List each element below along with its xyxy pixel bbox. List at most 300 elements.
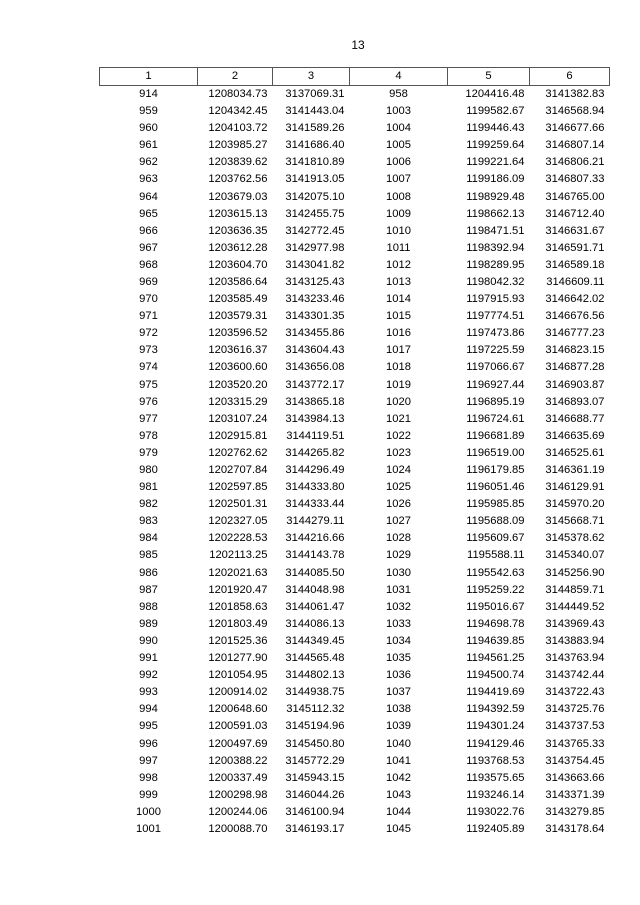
table-cell: 3143742.44	[545, 669, 605, 682]
table-row	[100, 753, 610, 770]
table-cell: 1199259.64	[466, 139, 525, 152]
table-row	[100, 394, 610, 411]
table-cell: 3144279.11	[286, 515, 345, 528]
table-cell: 3146712.40	[545, 207, 605, 220]
table-row	[100, 479, 610, 496]
table-cell: 3144048.98	[285, 583, 345, 596]
table-cell: 1193768.53	[466, 754, 525, 767]
table-cell: 1208034.73	[208, 87, 268, 100]
table-cell: 1200337.49	[208, 771, 268, 784]
table-cell: 3143233.46	[285, 293, 345, 306]
table-cell: 3143656.08	[285, 361, 345, 374]
table-cell: 1203107.24	[208, 412, 268, 425]
table-cell: 3144086.13	[285, 617, 345, 630]
table-cell: 1201054.95	[208, 669, 268, 682]
table-cell: 3146361.19	[545, 464, 605, 476]
column-header: 4	[350, 68, 448, 86]
table-row	[100, 667, 610, 684]
table-cell: 1025	[386, 481, 411, 494]
table-cell: 965	[139, 207, 158, 220]
table-cell: 3141913.05	[285, 173, 345, 186]
table-cell: 3144349.45	[285, 634, 345, 647]
table-cell: 3142075.10	[285, 190, 345, 203]
table-cell: 3143865.18	[285, 395, 345, 408]
table-row	[100, 223, 610, 240]
table-cell: 3146589.18	[545, 258, 605, 271]
table-cell: 1200088.70	[208, 822, 268, 835]
table-cell: 1194698.78	[466, 617, 525, 630]
table-cell: 1202707.84	[208, 464, 268, 476]
table-cell: 3143883.94	[545, 634, 605, 647]
table-cell: 3141810.89	[285, 156, 345, 169]
table-cell: 1203520.20	[208, 378, 268, 391]
table-row	[100, 120, 610, 137]
table-row	[100, 462, 610, 479]
table-cell: 1203604.70	[208, 258, 268, 271]
table-cell: 3144265.82	[285, 446, 345, 459]
table-cell: 3146100.94	[285, 805, 345, 818]
table-cell: 1195985.85	[466, 498, 525, 511]
table-cell: 979	[139, 446, 158, 459]
table-cell: 3142977.98	[285, 241, 345, 254]
column-header: 1	[100, 68, 198, 86]
table-cell: 1198392.94	[466, 241, 525, 254]
table-cell: 3146903.87	[545, 378, 605, 391]
table-cell: 3143041.82	[285, 258, 345, 271]
table-cell: 1015	[386, 310, 411, 323]
table-cell: 977	[139, 412, 158, 425]
table-cell: 1009	[386, 207, 411, 220]
table-row	[100, 650, 610, 667]
table-row	[100, 736, 610, 753]
table-cell: 1193575.65	[466, 771, 525, 784]
table-cell: 1028	[386, 532, 411, 545]
table-cell: 3146525.61	[545, 446, 605, 459]
table-cell: 3145340.07	[545, 549, 605, 562]
table-row	[100, 616, 610, 633]
table-cell: 3145970.20	[545, 498, 605, 511]
table-cell: 3146193.17	[285, 822, 345, 835]
table-cell: 1204416.48	[465, 87, 525, 100]
table-cell: 1018	[386, 361, 411, 374]
table-cell: 1198042.32	[466, 275, 525, 288]
table-cell: 3143737.53	[545, 720, 605, 733]
table-cell: 1199221.64	[466, 156, 525, 169]
table-cell: 1195259.22	[466, 583, 525, 596]
table-cell: 3144449.52	[545, 600, 605, 613]
table-cell: 3143969.43	[545, 617, 605, 630]
table-cell: 1194500.74	[466, 669, 525, 682]
table-row	[100, 291, 610, 308]
table-cell: 3143772.17	[285, 378, 345, 391]
table-cell: 1003	[386, 105, 411, 118]
table-row	[100, 513, 610, 530]
table-cell: 994	[139, 703, 158, 716]
column-header: 5	[448, 68, 530, 86]
table-body	[100, 86, 610, 839]
table-cell: 1200388.22	[208, 754, 268, 767]
table-cell: 3146044.26	[285, 788, 345, 801]
table-cell: 3143604.43	[285, 344, 345, 357]
table-cell: 1014	[386, 293, 411, 306]
table-cell: 986	[139, 566, 158, 579]
table-cell: 964	[139, 190, 158, 203]
table-cell: 3143279.85	[545, 805, 605, 818]
table-cell: 1197774.51	[466, 310, 525, 323]
table-cell: 3145668.71	[545, 515, 605, 528]
table-cell: 3146677.66	[545, 122, 605, 135]
table-row	[100, 325, 610, 342]
table-cell: 1027	[386, 515, 411, 528]
table-cell: 963	[139, 173, 158, 186]
table-cell: 3143371.39	[545, 788, 605, 801]
table-row	[100, 171, 610, 188]
table-row	[100, 411, 610, 428]
table-cell: 1198289.95	[466, 258, 525, 271]
table-cell: 1195588.11	[467, 549, 525, 562]
table-row	[100, 137, 610, 154]
table-cell: 1200497.69	[208, 737, 268, 750]
table-cell: 1196519.00	[466, 446, 525, 459]
table-cell: 1203616.37	[208, 344, 268, 357]
table-cell: 3143754.45	[545, 754, 605, 767]
table-cell: 982	[139, 498, 158, 511]
table-cell: 1203762.56	[208, 173, 268, 186]
table-row	[100, 257, 610, 274]
table-cell: 3141382.83	[545, 87, 605, 100]
table-cell: 1193246.14	[466, 788, 525, 801]
table-row	[100, 718, 610, 735]
table-cell: 3144061.47	[285, 600, 345, 613]
table-cell: 980	[139, 464, 158, 476]
table-row	[100, 308, 610, 325]
table-cell: 1203839.62	[208, 156, 268, 169]
table-row	[100, 377, 610, 394]
table-cell: 3146631.67	[545, 224, 605, 237]
table-cell: 1195016.67	[466, 600, 525, 613]
table-cell: 1199446.43	[466, 122, 525, 135]
table-cell: 1200244.06	[208, 805, 268, 818]
table-cell: 3146893.07	[545, 395, 605, 408]
table-cell: 1194301.24	[466, 720, 525, 733]
table-cell: 1006	[386, 156, 411, 169]
table-cell: 1202597.85	[208, 481, 268, 494]
table-cell: 1198662.13	[466, 207, 525, 220]
table-cell: 961	[139, 139, 158, 152]
table-cell: 1202113.25	[209, 549, 268, 562]
table-cell: 988	[139, 600, 158, 613]
table-cell: 3145194.96	[285, 720, 345, 733]
table-cell: 962	[139, 156, 158, 169]
table-cell: 3143301.35	[285, 310, 345, 323]
table-cell: 1202501.31	[208, 498, 268, 511]
table-cell: 1201525.36	[208, 634, 268, 647]
table-cell: 1200914.02	[208, 686, 268, 699]
table-cell: 3144802.13	[285, 669, 345, 682]
table-cell: 975	[139, 378, 158, 391]
table-row	[100, 428, 610, 445]
table-cell: 3144085.50	[285, 566, 345, 579]
table-cell: 3144938.75	[285, 686, 345, 699]
table-cell: 3146807.14	[545, 139, 605, 152]
table-cell: 1195609.67	[466, 532, 525, 545]
table-cell: 3143725.76	[545, 703, 605, 716]
table-cell: 983	[139, 515, 158, 528]
table-cell: 1011	[386, 241, 411, 254]
table-cell: 1199582.67	[466, 105, 525, 118]
table-cell: 1039	[386, 720, 411, 733]
table-cell: 1203615.13	[208, 207, 268, 220]
table-row	[100, 770, 610, 787]
table-cell: 3144143.78	[285, 549, 345, 562]
table-cell: 959	[139, 105, 158, 118]
table-cell: 1044	[386, 805, 411, 818]
table-cell: 1202915.81	[208, 429, 268, 442]
table-cell: 1203315.29	[208, 395, 268, 408]
table-cell: 3145256.90	[545, 566, 605, 579]
table-cell: 1033	[386, 617, 411, 630]
table-cell: 3145450.80	[285, 737, 345, 750]
table-cell: 3141686.40	[285, 139, 345, 152]
table-cell: 1201277.90	[208, 652, 268, 665]
column-header: 2	[198, 68, 273, 86]
table-cell: 992	[139, 669, 158, 682]
table-cell: 3144296.49	[285, 464, 345, 476]
page-number: 13	[351, 38, 365, 52]
table-row	[100, 787, 610, 804]
table-cell: 3144333.44	[285, 498, 345, 511]
table-cell: 1038	[386, 703, 411, 716]
table-row	[100, 530, 610, 547]
table-cell: 1203585.49	[208, 293, 268, 306]
table-cell: 981	[139, 481, 158, 494]
table-cell: 3141443.04	[285, 105, 345, 118]
table-cell: 1204103.72	[208, 122, 268, 135]
table-cell: 1010	[386, 224, 411, 237]
table-cell: 1196724.61	[466, 412, 525, 425]
table-row	[100, 342, 610, 359]
table-cell: 972	[139, 327, 158, 340]
table-cell: 1008	[386, 190, 411, 203]
table-cell: 1197225.59	[466, 344, 525, 357]
table-cell: 1203600.60	[208, 361, 268, 374]
table-cell: 3146877.28	[545, 361, 605, 374]
table-cell: 3143722.43	[545, 686, 605, 699]
table-row	[100, 86, 610, 104]
table-cell: 3146635.69	[545, 429, 605, 442]
table-cell: 1196927.44	[466, 378, 525, 391]
table-cell: 1029	[386, 549, 411, 562]
table-cell: 996	[139, 737, 158, 750]
table-cell: 1203596.52	[208, 327, 268, 340]
table-cell: 1004	[386, 122, 411, 135]
table-cell: 3146765.00	[545, 190, 605, 203]
table-cell: 3145772.29	[285, 754, 345, 767]
table-cell: 1026	[386, 498, 411, 511]
table-cell: 1194639.85	[466, 634, 525, 647]
table-cell: 976	[139, 395, 158, 408]
table-row	[100, 360, 610, 377]
table-cell: 3143663.66	[545, 771, 605, 784]
table-cell: 3146609.11	[546, 275, 605, 288]
table-cell: 1202327.05	[208, 515, 268, 528]
table-cell: 3141589.26	[285, 122, 345, 135]
table-cell: 1200591.03	[208, 720, 268, 733]
table-cell: 967	[139, 241, 158, 254]
table-cell: 1197915.93	[466, 293, 525, 306]
table-cell: 1203985.27	[208, 139, 268, 152]
table-cell: 1202021.63	[208, 566, 268, 579]
table-cell: 3144859.71	[545, 583, 605, 596]
table-cell: 999	[139, 788, 158, 801]
table-cell: 3145112.32	[286, 703, 345, 716]
table-cell: 1203586.64	[208, 275, 268, 288]
table-cell: 3144216.66	[285, 532, 345, 545]
table-row	[100, 103, 610, 120]
table-cell: 973	[139, 344, 158, 357]
table-cell: 1005	[386, 139, 411, 152]
table-cell: 1203579.31	[208, 310, 268, 323]
table-row	[100, 189, 610, 206]
table-cell: 3144565.48	[285, 652, 345, 665]
table-row	[100, 821, 610, 838]
table-row	[100, 684, 610, 701]
table-cell: 1196051.46	[466, 481, 525, 494]
table-cell: 1035	[386, 652, 411, 665]
table-cell: 971	[139, 310, 158, 323]
table-row	[100, 548, 610, 565]
table-cell: 1200648.60	[208, 703, 268, 716]
table-row	[100, 496, 610, 513]
table-cell: 1193022.76	[466, 805, 525, 818]
table-cell: 1023	[386, 446, 411, 459]
table-cell: 1202228.53	[208, 532, 268, 545]
table-cell: 1017	[386, 344, 411, 357]
table-cell: 1030	[386, 566, 411, 579]
table-cell: 3144333.80	[285, 481, 345, 494]
table-cell: 1031	[386, 583, 411, 596]
table-cell: 1016	[386, 327, 411, 340]
table-cell: 3146806.21	[545, 156, 605, 169]
coordinates-table	[99, 67, 610, 838]
table-cell: 1192405.89	[466, 822, 525, 835]
table-cell: 960	[139, 122, 158, 135]
table-cell: 1201858.63	[208, 600, 268, 613]
table-cell: 3146642.02	[545, 293, 605, 306]
table-cell: 1197473.86	[466, 327, 525, 340]
table-row	[100, 206, 610, 223]
table-cell: 1196179.85	[466, 464, 525, 476]
table-cell: 984	[139, 532, 158, 545]
table-cell: 3143178.64	[545, 822, 605, 835]
table-cell: 1196681.89	[466, 429, 525, 442]
table-cell: 3143765.33	[545, 737, 605, 750]
table-cell: 3146807.33	[545, 173, 605, 186]
table-cell: 995	[139, 720, 158, 733]
table-row	[100, 445, 610, 462]
table-cell: 1040	[386, 737, 411, 750]
table-row	[100, 154, 610, 171]
table-cell: 3146823.15	[545, 344, 605, 357]
table-cell: 3143455.86	[285, 327, 345, 340]
table-cell: 1201803.49	[208, 617, 268, 630]
table-cell: 3146568.94	[545, 105, 605, 118]
table-cell: 1020	[386, 395, 411, 408]
table-row	[100, 565, 610, 582]
table-cell: 1024	[386, 464, 411, 476]
table-cell: 991	[139, 652, 158, 665]
table-cell: 1197066.67	[466, 361, 525, 374]
table-cell: 3146777.23	[545, 327, 605, 340]
table-cell: 1194561.25	[466, 652, 525, 665]
table-cell: 1001	[136, 822, 161, 835]
table-cell: 1196895.19	[466, 395, 525, 408]
table-cell: 3146688.77	[545, 412, 605, 425]
table-cell: 1202762.62	[208, 446, 268, 459]
table-cell: 3143763.94	[545, 652, 605, 665]
table-cell: 1199186.09	[466, 173, 525, 186]
table-cell: 1013	[386, 275, 411, 288]
table-cell: 1012	[386, 258, 411, 271]
table-cell: 1022	[386, 429, 411, 442]
table-row	[100, 701, 610, 718]
table-cell: 968	[139, 258, 158, 271]
table-cell: 3143125.43	[285, 275, 345, 288]
table-cell: 1021	[386, 412, 411, 425]
table-cell: 1194129.46	[466, 737, 525, 750]
table-cell: 958	[389, 87, 408, 100]
table-cell: 989	[139, 617, 158, 630]
table-cell: 1203679.03	[208, 190, 268, 203]
table-row	[100, 582, 610, 599]
table-cell: 1037	[386, 686, 411, 699]
table-cell: 1201920.47	[208, 583, 268, 596]
column-header: 6	[530, 68, 610, 86]
table-row	[100, 599, 610, 616]
table-cell: 1194392.59	[466, 703, 525, 716]
table-cell: 978	[139, 429, 158, 442]
table-cell: 1042	[386, 771, 411, 784]
table-cell: 3146129.91	[545, 481, 605, 494]
table-cell: 3146676.56	[545, 310, 605, 323]
table-cell: 914	[139, 87, 158, 100]
table-cell: 966	[139, 224, 158, 237]
table-cell: 1195688.09	[466, 515, 525, 528]
table-header-row	[100, 68, 610, 86]
table-cell: 1045	[386, 822, 411, 835]
table-cell: 974	[139, 361, 158, 374]
table-cell: 1043	[386, 788, 411, 801]
table-cell: 987	[139, 583, 158, 596]
table-cell: 1032	[386, 600, 411, 613]
table-cell: 997	[139, 754, 158, 767]
table-cell: 1194419.69	[466, 686, 525, 699]
table-cell: 1198929.48	[466, 190, 525, 203]
table-cell: 1200298.98	[208, 788, 268, 801]
table-cell: 3145943.15	[285, 771, 345, 784]
table-cell: 1007	[386, 173, 411, 186]
table-cell: 1041	[386, 754, 411, 767]
table-cell: 3143984.13	[285, 412, 345, 425]
table-cell: 1034	[386, 634, 411, 647]
table-cell: 993	[139, 686, 158, 699]
table-cell: 1036	[386, 669, 411, 682]
column-header: 3	[273, 68, 350, 86]
table-cell: 998	[139, 771, 158, 784]
table-cell: 1195542.63	[466, 566, 525, 579]
table-cell: 985	[139, 549, 158, 562]
table-cell: 3146591.71	[545, 241, 605, 254]
